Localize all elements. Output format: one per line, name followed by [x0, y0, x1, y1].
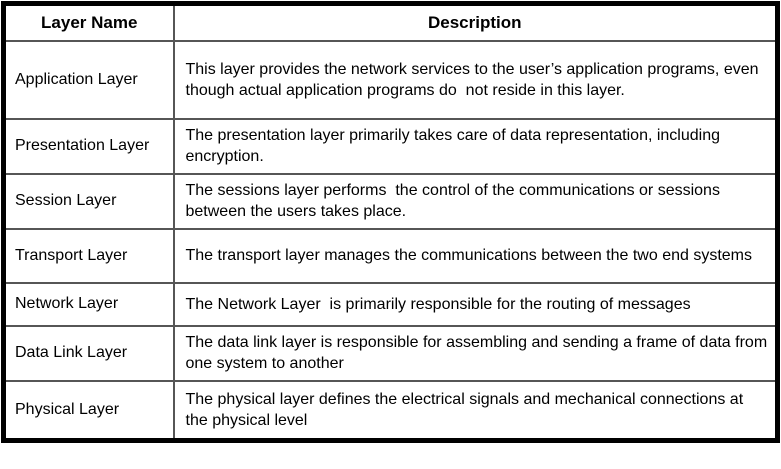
layer-name-cell: Physical Layer — [4, 381, 174, 441]
table-row-application — [4, 41, 778, 119]
table-row-network — [4, 283, 778, 326]
table-row-data-link — [4, 326, 778, 381]
layer-name-cell: Presentation Layer — [4, 119, 174, 174]
description-cell: The physical layer defines the electrical signals and mechanical connections at the physical level — [174, 381, 778, 441]
description-cell: The presentation layer primarily takes care of data representation, including encryption. — [174, 119, 778, 174]
layer-name-cell: Session Layer — [4, 174, 174, 229]
table-header-row — [4, 4, 778, 41]
table-row-session — [4, 174, 778, 229]
layer-name-cell: Application Layer — [4, 41, 174, 119]
layer-name-cell: Network Layer — [4, 283, 174, 326]
description-cell: The data link layer is responsible for assembling and sending a frame of data from one system to another — [174, 326, 778, 381]
osi-layers-table — [1, 1, 780, 443]
description-cell: The transport layer manages the communications between the two end systems — [174, 229, 778, 283]
description-cell: The sessions layer performs the control of the communications or sessions between the users takes place. — [174, 174, 778, 229]
description-cell: This layer provides the network services to the user’s application programs, even though actual application programs do not reside in this layer. — [174, 41, 778, 119]
table-row-presentation — [4, 119, 778, 174]
header-description: Description — [174, 4, 778, 41]
layer-name-cell: Transport Layer — [4, 229, 174, 283]
table-row-transport — [4, 229, 778, 283]
header-layer-name: Layer Name — [4, 4, 174, 41]
table-row-physical — [4, 381, 778, 441]
description-cell: The Network Layer is primarily responsible for the routing of messages — [174, 283, 778, 326]
layer-name-cell: Data Link Layer — [4, 326, 174, 381]
